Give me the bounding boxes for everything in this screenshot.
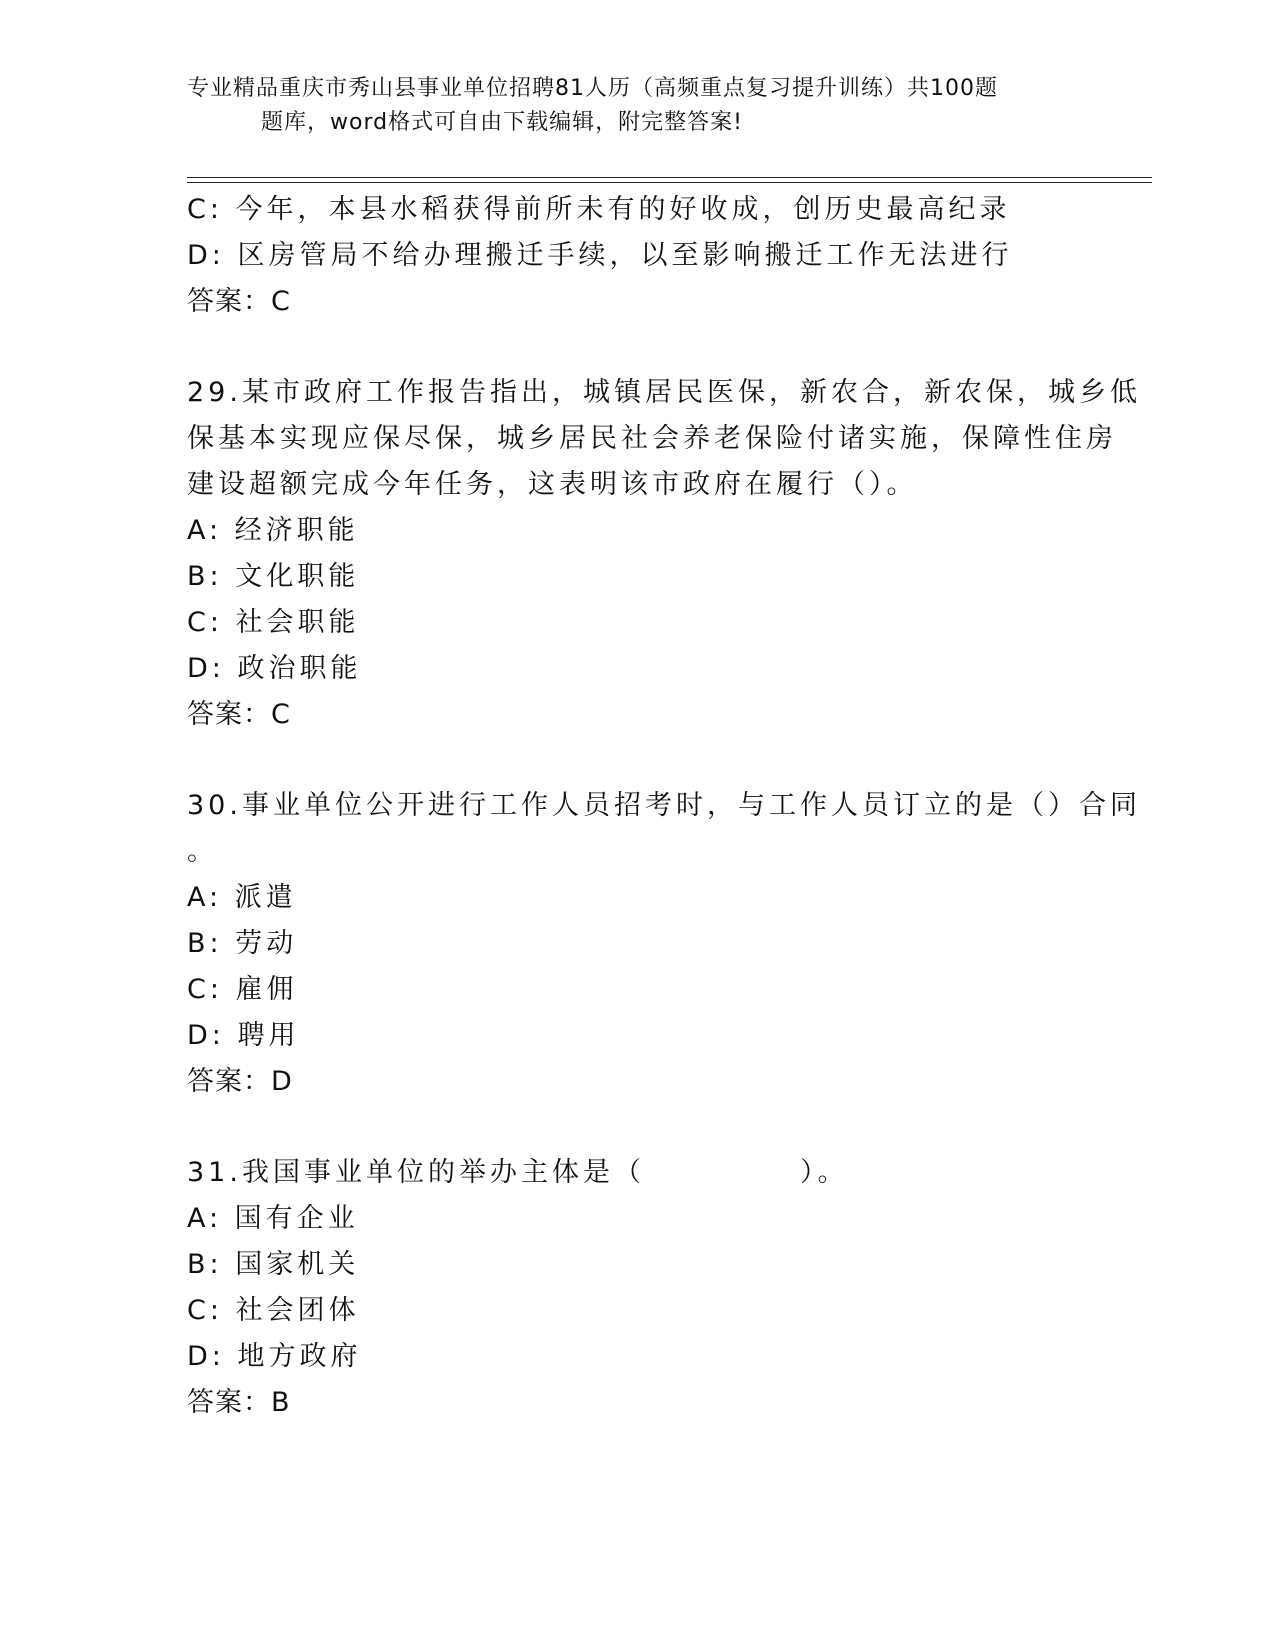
header-title-line-2: 题库，word格式可自由下载编辑，附完整答案! bbox=[261, 110, 743, 135]
option-d: D: 区房管局不给办理搬迁手续，以至影响搬迁工作无法进行 bbox=[187, 240, 1013, 271]
question-text-line: 31.我国事业单位的举办主体是（ ）。 bbox=[187, 1157, 849, 1188]
option-d: D: 聘用 bbox=[187, 1020, 300, 1051]
question-text-line: 保基本实现应保尽保，城乡居民社会养老保险付诸实施，保障性住房 bbox=[187, 423, 1117, 454]
option-b: B: 文化职能 bbox=[187, 561, 360, 592]
question-text-line: 建设超额完成今年任务，这表明该市政府在履行（）。 bbox=[187, 469, 918, 500]
header-divider-bottom bbox=[187, 182, 1152, 183]
answer-line: 答案：C bbox=[187, 699, 291, 730]
option-b: B: 劳动 bbox=[187, 928, 298, 959]
option-c: C: 今年，本县水稻获得前所未有的好收成，创历史最高纪录 bbox=[187, 194, 1011, 225]
question-29 bbox=[187, 370, 1141, 738]
option-d: D: 地方政府 bbox=[187, 1341, 362, 1372]
question-spacer bbox=[187, 1105, 1087, 1150]
question-31 bbox=[187, 1150, 1087, 1426]
question-text-line: 。 bbox=[187, 836, 218, 867]
option-c: C: 社会职能 bbox=[187, 607, 360, 638]
carryover-question bbox=[187, 187, 1087, 325]
answer-line: 答案：D bbox=[187, 1066, 293, 1097]
question-30 bbox=[187, 783, 1141, 1105]
answer-line: 答案：C bbox=[187, 286, 291, 317]
answer-line: 答案：B bbox=[187, 1387, 291, 1418]
option-b: B: 国家机关 bbox=[187, 1249, 360, 1280]
option-a: A: 经济职能 bbox=[187, 515, 359, 546]
question-text-line: 29.某市政府工作报告指出，城镇居民医保，新农合，新农保，城乡低 bbox=[187, 377, 1141, 408]
header-title-line-1: 专业精品重庆市秀山县事业单位招聘81人历（高频重点复习提升训练）共100题 bbox=[187, 76, 998, 101]
question-text-line: 30.事业单位公开进行工作人员招考时，与工作人员订立的是（）合同 bbox=[187, 790, 1141, 821]
document-header bbox=[187, 72, 1067, 140]
option-a: A: 国有企业 bbox=[187, 1203, 359, 1234]
question-spacer bbox=[187, 325, 1087, 370]
option-c: C: 雇佣 bbox=[187, 974, 298, 1005]
question-spacer bbox=[187, 738, 1087, 783]
option-a: A: 派遣 bbox=[187, 882, 297, 913]
question-body bbox=[187, 187, 1141, 1426]
option-d: D: 政治职能 bbox=[187, 653, 362, 684]
option-c: C: 社会团体 bbox=[187, 1295, 360, 1326]
header-divider-top bbox=[187, 177, 1152, 178]
